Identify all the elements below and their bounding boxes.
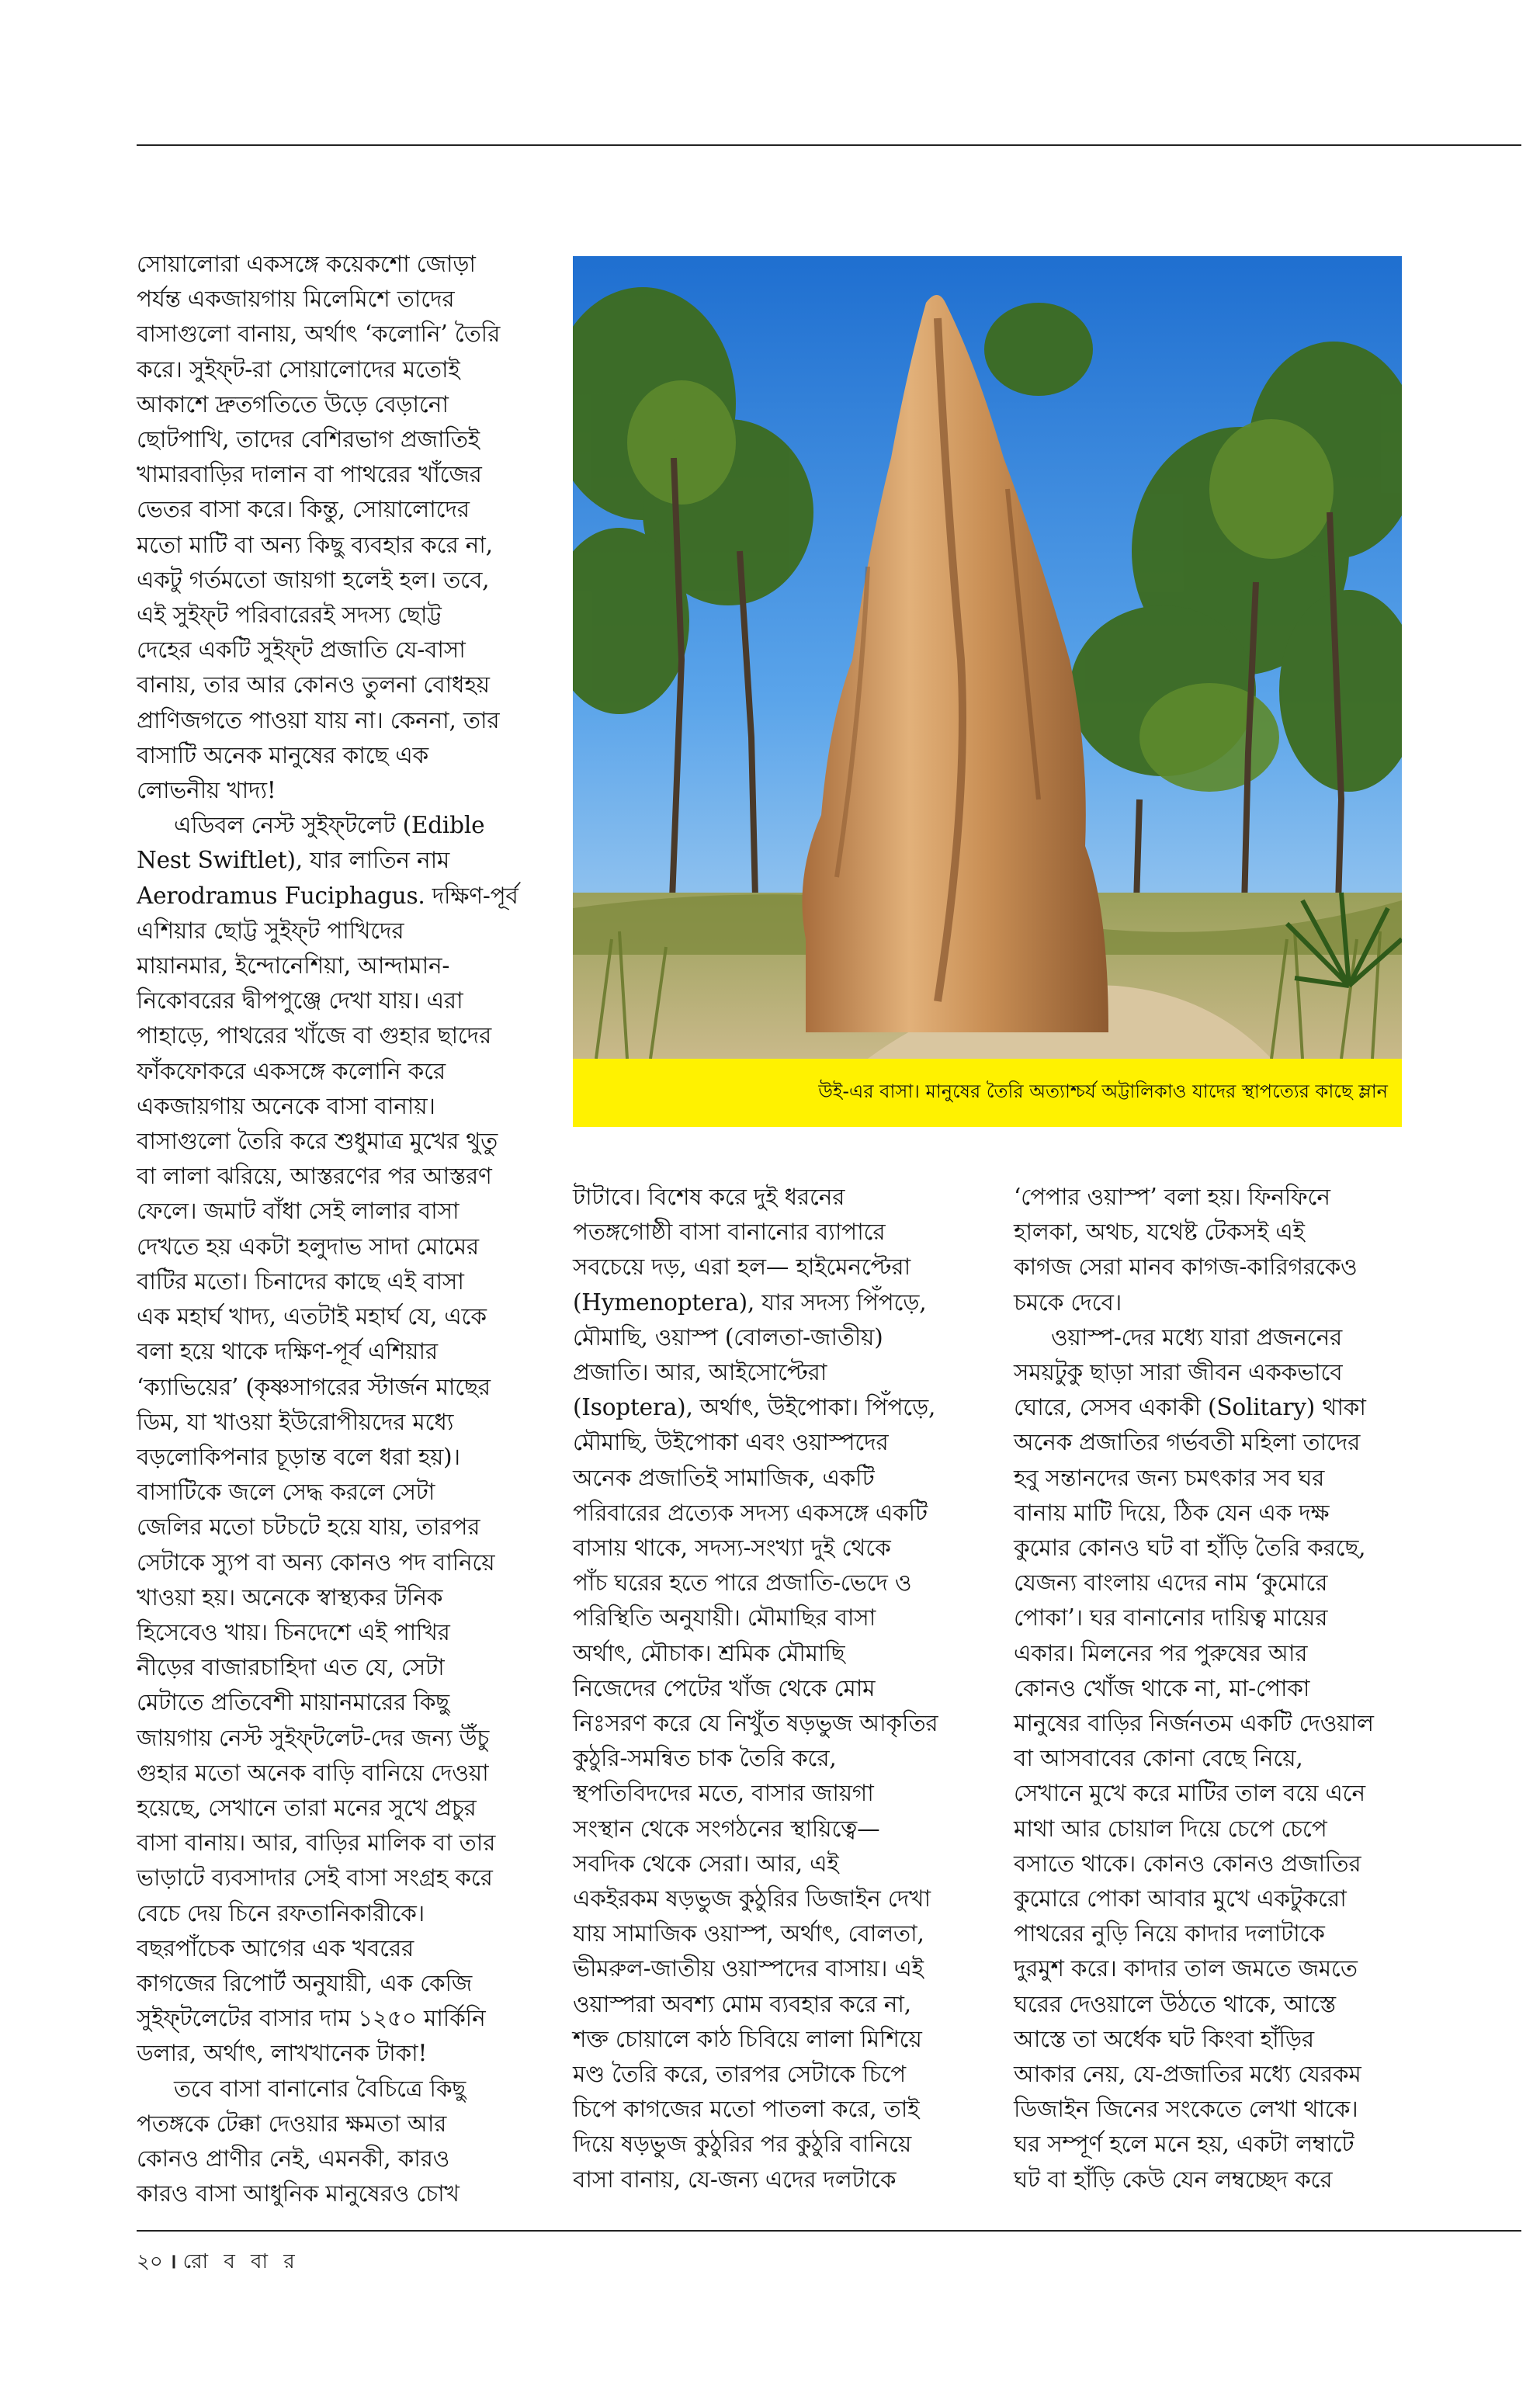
figure-caption: উই-এর বাসা। মানুষের তৈরি অত্যাশ্চর্য অট্টালিকাও যাদের স্থাপত্যের কাছে ম্লান [573, 1059, 1402, 1127]
termite-mound-photo [573, 256, 1402, 1059]
page-number: ২০ [137, 2250, 163, 2273]
paragraph: ‘পেপার ওয়াস্প’ বলা হয়। ফিনফিনে হালকা, অথচ, যথেষ্ট টেকসই এই কাগজ সেরা মানব কাগজ-কারিগরকেও চমকে দেবে। [1014, 1184, 1358, 1316]
paragraph: টাটাবে। বিশেষ করে দুই ধরনের পতঙ্গগোষ্ঠী বাসা বানানোর ব্যাপারে সবচেয়ে দড়, এরা হল— হাইমেনপ্টেরা (Hymenoptera), যার সদস্য পিঁপড়ে, মৌমাছি, ওয়াস্প (বোলতা-জাতীয়) প্রজাতি। আর, আইসোপ্টেরা (Isoptera), অর্থাৎ, উইপোকা। পিঁপড়ে, মৌমাছি, উইপোকা এবং ওয়াস্পদের অনেক প্রজাতিই সামাজিক, একটি পরিবারের প্রত্যেক সদস্য একসঙ্গে একটি বাসায় থাকে, সদস্য-সংখ্যা দুই থেকে পাঁচ ঘরের হতে পারে প্রজাতি-ভেদে ও পরিস্থিতি অনুযায়ী। মৌমাছির বাসা অর্থাৎ, মৌচাক। শ্রমিক মৌমাছি নিজেদের পেটের খাঁজ থেকে মোম নিঃসরণ করে যে নিখুঁত ষড়ভুজ আকৃতির কুঠুরি-সমন্বিত চাক তৈরি করে, স্থপতিবিদদের মতে, বাসার জায়গা সংস্থান থেকে সংগঠনের স্থায়িত্বে— সবদিক থেকে সেরা। আর, এই একইরকম ষড়ভুজ কুঠুরির ডিজাইন দেখা যায় সামাজিক ওয়াস্প, অর্থাৎ, বোলতা, ভীমরুল-জাতীয় ওয়াস্পদের বাসায়। এই ওয়াস্পরা অবশ্য মোম ব্যবহার করে না, শক্ত চোয়ালে কাঠ চিবিয়ে লালা মিশিয়ে মণ্ড তৈরি করে, তারপর সেটাকে চিপে চিপে কাগজের মতো পাতলা করে, তাই দিয়ে ষড়ভুজ কুঠুরির পর কুঠুরি বানিয়ে বাসা বানায়, যে-জন্য এদের দলটাকে [573, 1184, 938, 2193]
page-footer [137, 2246, 300, 2280]
article-column-right [1014, 1180, 1417, 2197]
footer-separator: । [168, 2250, 177, 2273]
top-rule [137, 144, 1521, 146]
paragraph: ওয়াস্প-দের মধ্যে যারা প্রজননের সময়টুকু ছাড়া সারা জীবন এককভাবে ঘোরে, সেসব একাকী (Solitary) থাকা অনেক প্রজাতির গর্ভবতী মহিলা তাদের হবু সন্তানদের জন্য চমৎকার সব ঘর বানায় মাটি দিয়ে, ঠিক যেন এক দক্ষ কুমোর কোনও ঘট বা হাঁড়ি তৈরি করছে, যেজন্য বাংলায় এদের নাম ‘কুমোরে পোকা’। ঘর বানানোর দায়িত্ব মায়ের একার। মিলনের পর পুরুষের আর কোনও খোঁজ থাকে না, মা-পোকা মানুষের বাড়ির নির্জনতম একটি দেওয়াল বা আসবাবের কোনা বেছে নিয়ে, সেখানে মুখে করে মাটির তাল বয়ে এনে মাথা আর চোয়াল দিয়ে চেপে চেপে বসাতে থাকে। কোনও কোনও প্রজাতির কুমোরে পোকা আবার মুখে একটুকরো পাথরের নুড়ি নিয়ে কাদার দলাটাকে দুরমুশ করে। কাদার তাল জমতে জমতে ঘরের দেওয়ালে উঠতে থাকে, আস্তে আস্তে তা অর্ধেক ঘট কিংবা হাঁড়ির আকার নেয়, যে-প্রজাতির মধ্যে যেরকম ডিজাইন জিনের সংকেতে লেখা থাকে। ঘর সম্পূর্ণ হলে মনে হয়, একটা লম্বাটে ঘট বা হাঁড়ি কেউ যেন লম্বচ্ছেদ করে [1014, 1323, 1374, 2193]
article-column-middle [573, 1180, 976, 2197]
termite-mound-figure [573, 256, 1402, 1127]
article-column-left [137, 247, 540, 2211]
paragraph: সোয়ালোরা একসঙ্গে কয়েকশো জোড়া পর্যন্ত একজায়গায় মিলেমিশে তাদের বাসাগুলো বানায়, অর্থাৎ ‘কলোনি’ তৈরি করে। সুইফ্‌ট-রা সোয়ালোদের মতোই আকাশে দ্রুতগতিতে উড়ে বেড়ানো ছোটপাখি, তাদের বেশিরভাগ প্রজাতিই খামারবাড়ির দালান বা পাথরের খাঁজের ভেতর বাসা করে। কিন্তু, সোয়ালোদের মতো মাটি বা অন্য কিছু ব্যবহার করে না, একটু গর্তমতো জায়গা হলেই হল। তবে, এই সুইফ্‌ট পরিবারেরই সদস্য ছোট্ট দেহের একটি সুইফ্‌ট প্রজাতি যে-বাসা বানায়, তার আর কোনও তুলনা বোধহয় প্রাণিজগতে পাওয়া যায় না। কেননা, তার বাসাটি অনেক মানুষের কাছে এক লোভনীয় খাদ্য! [137, 251, 501, 804]
bottom-rule [137, 2230, 1521, 2232]
magazine-name: রো ব বা র [182, 2250, 300, 2273]
paragraph: এডিবল নেস্ট সুইফ্‌টলেট (Edible Nest Swiftlet), যার লাতিন নাম Aerodramus Fuciphagus. দক্ষিণ-পূর্ব এশিয়ার ছোট্ট সুইফ্‌ট পাখিদের মায়ানমার, ইন্দোনেশিয়া, আন্দামান- নিকোবরের দ্বীপপুঞ্জে দেখা যায়। এরা পাহাড়ে, পাথরের খাঁজে বা গুহার ছাদের ফাঁকফোকরে একসঙ্গে কলোনি করে একজায়গায় অনেকে বাসা বানায়। বাসাগুলো তৈরি করে শুধুমাত্র মুখের থুতু বা লালা ঝরিয়ে, আস্তরণের পর আস্তরণ ফেলে। জমাট বাঁধা সেই লালার বাসা দেখতে হয় একটা হলুদাভ সাদা মোমের বাটির মতো। চিনাদের কাছে এই বাসা এক মহার্ঘ খাদ্য, এতটাই মহার্ঘ যে, একে বলা হয়ে থাকে দক্ষিণ-পূর্ব এশিয়ার ‘ক্যাভিয়ের’ (কৃষ্ণসাগরের স্টার্জন মাছের ডিম, যা খাওয়া ইউরোপীয়দের মধ্যে বড়লোকিপনার চূড়ান্ত বলে ধরা হয়)। বাসাটিকে জলে সেদ্ধ করলে সেটা জেলির মতো চটচটে হয়ে যায়, তারপর সেটাকে স্যুপ বা অন্য কোনও পদ বানিয়ে খাওয়া হয়। অনেকে স্বাস্থ্যকর টনিক হিসেবেও খায়। চিনদেশে এই পাখির নীড়ের বাজারচাহিদা এত যে, সেটা মেটাতে প্রতিবেশী মায়ানমারের কিছু জায়গায় নেস্ট সুইফ্‌টলেট-দের জন্য উঁচু গুহার মতো অনেক বাড়ি বানিয়ে দেওয়া হয়েছে, সেখানে তারা মনের সুখে প্রচুর বাসা বানায়। আর, বাড়ির মালিক বা তার ভাড়াটে ব্যবসাদার সেই বাসা সংগ্রহ করে বেচে দেয় চিনে রফতানিকারীকে। বছরপাঁচেক আগের এক খবরের কাগজের রিপোর্ট অনুযায়ী, এক কেজি সুইফ্‌টলেটের বাসার দাম ১২৫০ মার্কিনি ডলার, অর্থাৎ, লাখখানেক টাকা! [137, 812, 519, 2067]
paragraph: তবে বাসা বানানোর বৈচিত্রে কিছু পতঙ্গকে টেক্কা দেওয়ার ক্ষমতা আর কোনও প্রাণীর নেই, এমনকী, কারও কারও বাসা আধুনিক মানুষেরও চোখ [137, 2075, 467, 2207]
